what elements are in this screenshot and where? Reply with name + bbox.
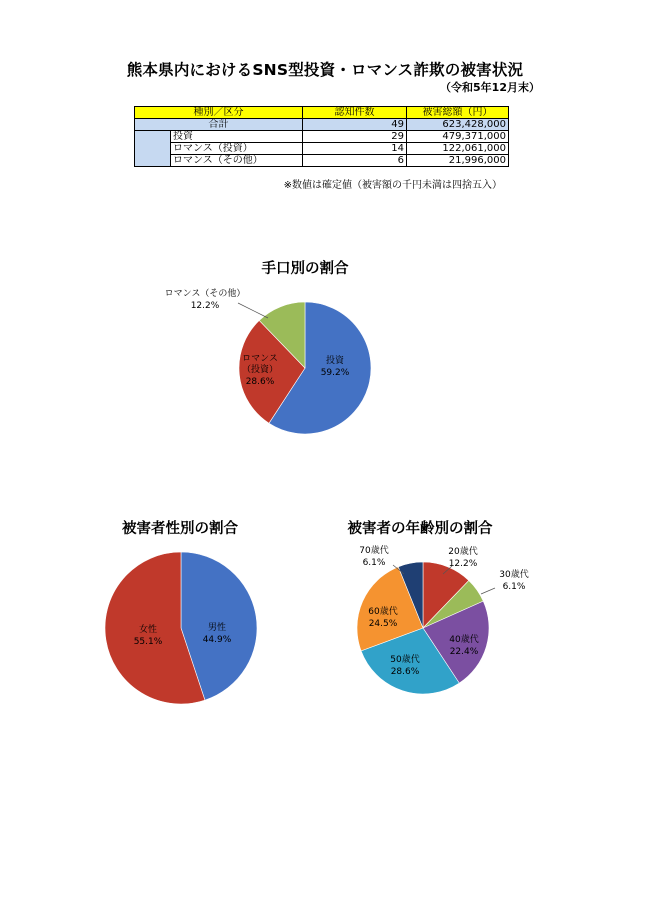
slice-label: 男性 xyxy=(207,623,227,633)
slice-label: ロマンス xyxy=(242,354,278,364)
slice-label: （投資） xyxy=(241,365,279,375)
slice-percent-label: 6.1% xyxy=(502,582,526,592)
header-amount: 被害総額（円） xyxy=(407,107,509,119)
slice-label: 40歳代 xyxy=(449,635,479,645)
row-amount: 479,371,000 xyxy=(407,131,509,143)
slice-percent-label: 22.4% xyxy=(449,647,479,657)
row-count: 29 xyxy=(303,131,407,143)
row-amount: 21,996,000 xyxy=(407,155,509,167)
document-title: 熊本県内におけるSNS型投資・ロマンス詐欺の被害状況 xyxy=(126,61,524,79)
total-count: 49 xyxy=(303,119,407,131)
row-label: ロマンス（その他） xyxy=(171,155,303,167)
slice-label: 女性 xyxy=(138,625,158,635)
slice-label: 投資 xyxy=(325,356,345,366)
slice-label: 70歳代 xyxy=(359,546,389,556)
slice-percent-label: 6.1% xyxy=(362,558,386,568)
row-label: ロマンス（投資） xyxy=(171,143,303,155)
slice-percent-label: 44.9% xyxy=(202,635,232,645)
slice-label: 30歳代 xyxy=(499,570,529,580)
slice-percent-label: 12.2% xyxy=(448,559,478,569)
slice-percent-label: 12.2% xyxy=(190,301,220,311)
slice-percent-label: 55.1% xyxy=(133,637,163,647)
leader-line xyxy=(238,303,268,318)
footnote: ※数値は確定値（被害額の千円未満は四捨五入） xyxy=(283,180,502,191)
slice-label: ロマンス（その他） xyxy=(164,289,246,299)
total-amount: 623,428,000 xyxy=(407,119,509,131)
chart-title-gender: 被害者性別の割合 xyxy=(122,521,238,537)
slice-label: 20歳代 xyxy=(448,547,478,557)
row-amount: 122,061,000 xyxy=(407,143,509,155)
chart-title-method: 手口別の割合 xyxy=(261,261,349,277)
row-count: 6 xyxy=(303,155,407,167)
slice-percent-label: 28.6% xyxy=(245,377,275,387)
row-label: 投資 xyxy=(171,131,303,143)
date-note: （令和5年12月末） xyxy=(440,81,540,94)
leader-line xyxy=(481,588,495,594)
row-count: 14 xyxy=(303,143,407,155)
header-category: 種別／区分 xyxy=(135,107,303,119)
slice-percent-label: 24.5% xyxy=(368,619,398,629)
slice-label: 60歳代 xyxy=(368,607,398,617)
slice-percent-label: 59.2% xyxy=(320,368,350,378)
slice-percent-label: 28.6% xyxy=(390,667,420,677)
total-label: 合計 xyxy=(135,119,303,131)
slice-label: 50歳代 xyxy=(390,655,420,665)
header-count: 認知件数 xyxy=(303,107,407,119)
chart-title-age: 被害者の年齢別の割合 xyxy=(347,521,493,537)
